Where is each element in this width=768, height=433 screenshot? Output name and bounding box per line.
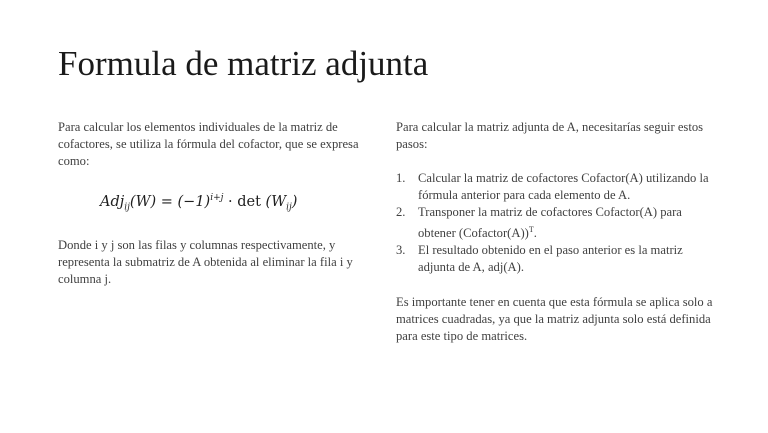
list-item [396, 170, 714, 204]
steps-list [396, 170, 714, 276]
steps-intro-text: Para calcular la matriz adjunta de A, necesitarías seguir estos pasos: [396, 120, 704, 151]
step-number: 2. [396, 205, 406, 219]
formula-explanation-text: Donde i y j son las filas y columnas respectivamente, y representa la submatriz de A obtenida al eliminar la fila i y columna j. [58, 237, 353, 286]
left-column [58, 119, 380, 288]
step-text-end: . [533, 226, 537, 241]
formula-operator: · [223, 193, 238, 210]
step-text: Calcular la matriz de cofactores Cofactor(A) utilizando la fórmula anterior para cada elemento de A. [418, 171, 709, 202]
list-item [396, 242, 714, 276]
transpose-superscript: T [528, 225, 534, 234]
step-number: 1. [396, 171, 406, 185]
formula-lhs-base: Adj [100, 193, 125, 210]
slide-title: Formula de matriz adjunta [58, 44, 429, 83]
list-item [396, 204, 714, 242]
formula-rhs-close: ) [291, 193, 298, 210]
step-number: 3. [396, 243, 406, 258]
cofactor-formula [58, 183, 380, 223]
right-column [396, 119, 714, 345]
formula-rhs-open: (W [260, 193, 287, 210]
step-text: Transponer la matriz de cofactores Cofactor(A) para obtener (Cofactor(A)) [418, 205, 682, 241]
formula-rhs-subscript: ij [286, 202, 292, 213]
square-matrix-note: Es importante tener en cuenta que esta fórmula se aplica solo a matrices cuadradas, ya que la matriz adjunta solo está definida para este tipo de matrices. [396, 295, 713, 344]
formula-det: det [237, 193, 261, 210]
step-text: El resultado obtenido en el paso anterior es la matriz adjunta de A, adj(A). [418, 243, 683, 275]
formula-lhs-subscript: ij [124, 202, 130, 213]
formula-lhs-argument: (W) = (−1) [129, 193, 211, 210]
cofactor-intro-text: Para calcular los elementos individuales de la matriz de cofactores, se utiliza la fórmula del cofactor, que se expresa como: [58, 120, 359, 168]
formula-exponent: i+j [210, 193, 224, 203]
